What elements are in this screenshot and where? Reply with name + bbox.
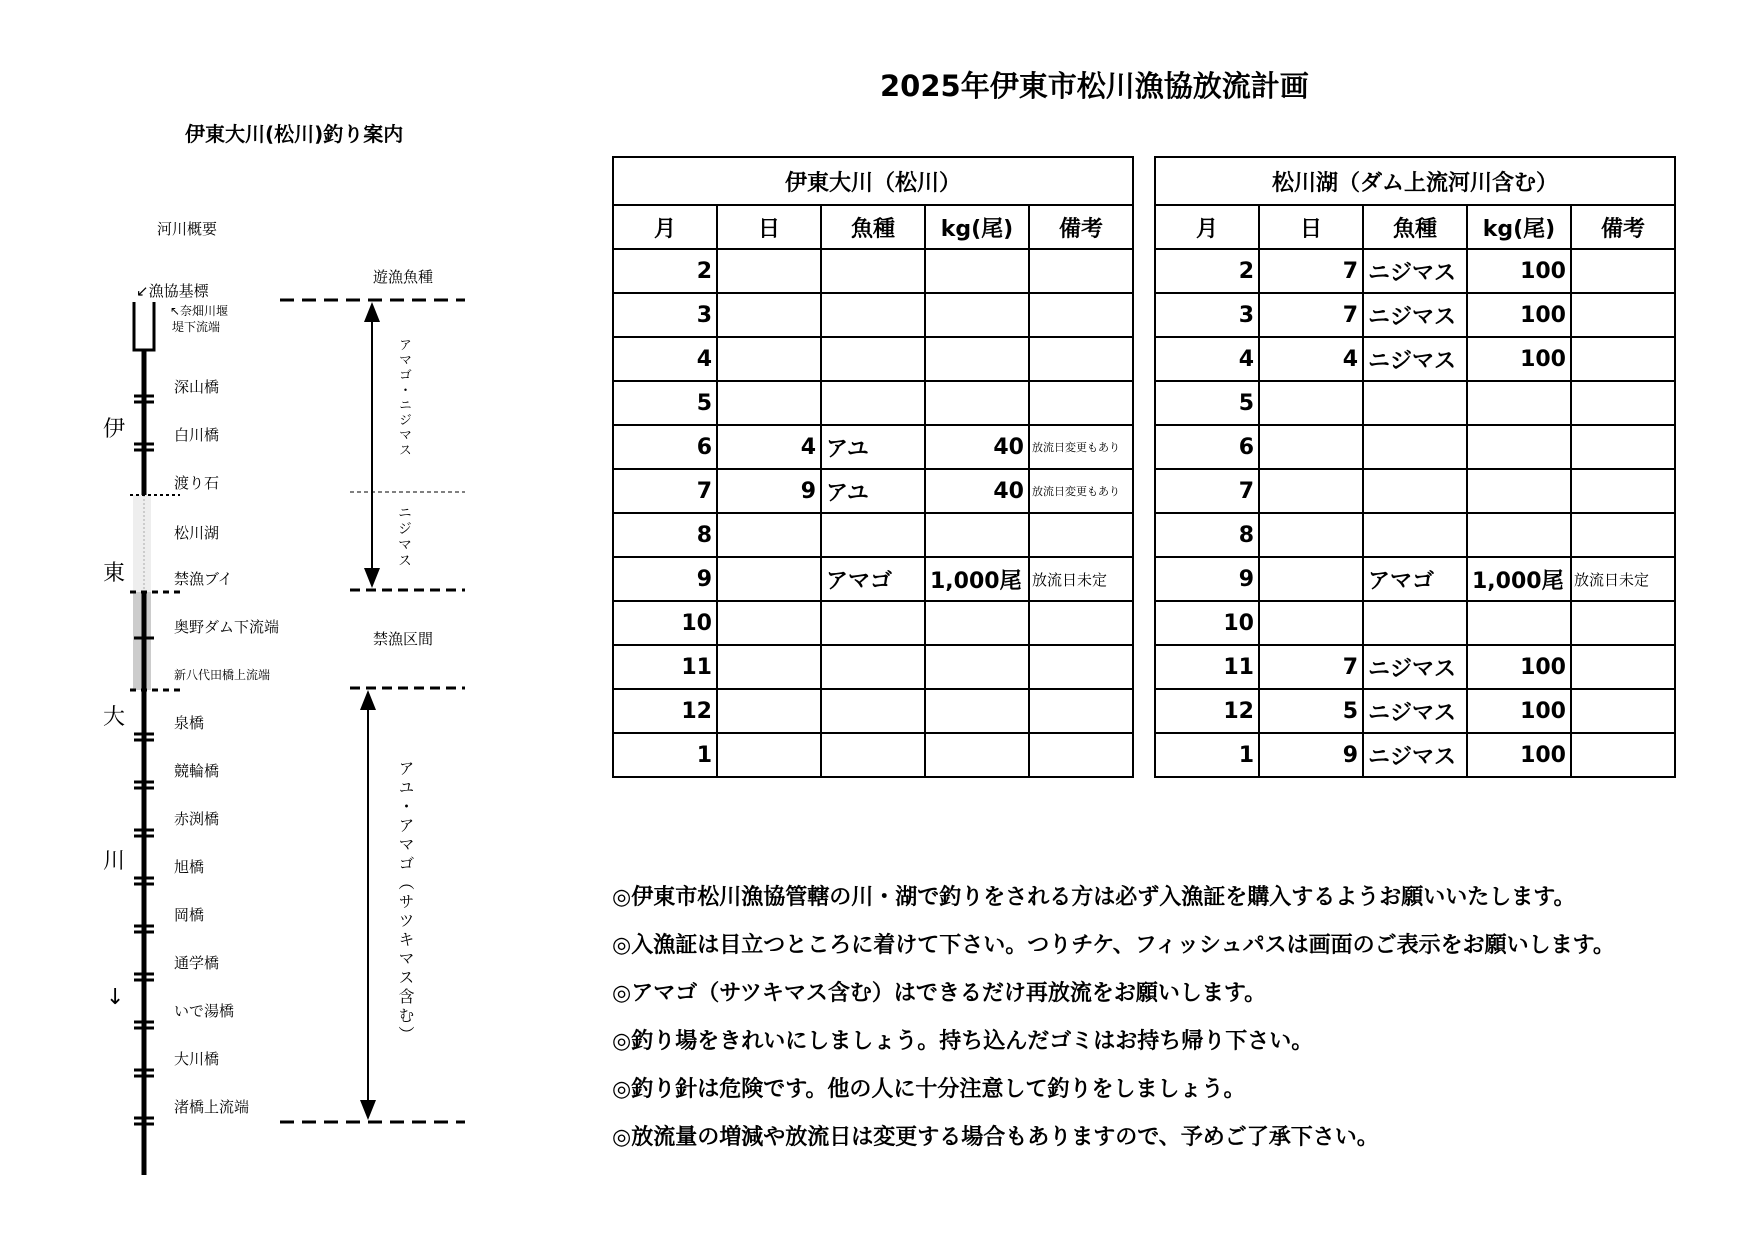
place-label: 赤渕橋 — [174, 810, 220, 828]
cell-amount: 40 — [925, 425, 1029, 469]
river-name-char-3: 大 — [103, 705, 126, 730]
cell-month: 10 — [613, 601, 717, 645]
upper-end-label-1: ↖奈畑川堰 — [170, 304, 229, 318]
cell-fish: アマゴ — [821, 557, 925, 601]
table-row — [1155, 293, 1675, 337]
table-row — [1155, 513, 1675, 557]
place-label: 白川橋 — [174, 426, 220, 444]
cell-month: 12 — [1155, 689, 1259, 733]
table-row — [613, 645, 1133, 689]
cell-note — [1571, 425, 1675, 469]
upper-end-label-2: 堤下流端 — [172, 320, 221, 334]
table-row — [1155, 249, 1675, 293]
cell-amount — [1467, 469, 1571, 513]
table-row — [1155, 689, 1675, 733]
cell-note — [1029, 249, 1133, 293]
cell-note — [1029, 601, 1133, 645]
notice-item: ◎釣り針は危険です。他の人に十分注意して釣りをしましょう。 — [612, 1077, 1246, 1102]
table-row — [1155, 425, 1675, 469]
place-label: 渚橋上流端 — [174, 1098, 250, 1116]
cell-day: 7 — [1259, 645, 1363, 689]
cell-amount: 100 — [1467, 689, 1571, 733]
notice-item: ◎伊東市松川漁協管轄の川・湖で釣りをされる方は必ず入漁証を購入するようお願いいたします。 — [612, 885, 1576, 910]
cell-day — [717, 513, 821, 557]
cell-day — [717, 689, 821, 733]
cell-fish — [1363, 469, 1467, 513]
cell-note: 放流日変更もあり — [1029, 469, 1133, 513]
col-header-note: 備考 — [1029, 205, 1133, 249]
cell-note — [1571, 337, 1675, 381]
zone-lower-label: アユ・アマゴ（サツキマス含む） — [396, 760, 415, 1045]
place-label: 禁漁ブイ — [174, 570, 233, 588]
table-row — [1155, 337, 1675, 381]
gyokyo-marker-label: ↙漁協基標 — [136, 282, 209, 300]
cell-month: 5 — [613, 381, 717, 425]
cell-fish: アユ — [821, 425, 925, 469]
place-label: 泉橋 — [174, 714, 205, 732]
cell-month: 9 — [613, 557, 717, 601]
schedule-table-river — [612, 156, 1134, 778]
cell-fish: ニジマス — [1363, 733, 1467, 777]
cell-fish — [821, 689, 925, 733]
cell-amount — [1467, 513, 1571, 557]
cell-month: 2 — [613, 249, 717, 293]
cell-day — [717, 733, 821, 777]
cell-fish: アマゴ — [1363, 557, 1467, 601]
river-name-char-4: 川 — [103, 849, 126, 874]
schedule-table-lake — [1154, 156, 1676, 778]
cell-day — [1259, 381, 1363, 425]
cell-amount: 100 — [1467, 337, 1571, 381]
cell-amount — [925, 513, 1029, 557]
cell-amount: 100 — [1467, 293, 1571, 337]
table-caption: 松川湖（ダム上流河川含む） — [1155, 157, 1675, 205]
table-row — [1155, 381, 1675, 425]
cell-month: 3 — [1155, 293, 1259, 337]
table-row — [613, 337, 1133, 381]
cell-note — [1571, 293, 1675, 337]
col-header-day: 日 — [1259, 205, 1363, 249]
cell-day — [1259, 601, 1363, 645]
cell-fish: ニジマス — [1363, 645, 1467, 689]
cell-note — [1029, 513, 1133, 557]
cell-month: 11 — [1155, 645, 1259, 689]
table-row — [613, 513, 1133, 557]
table-row — [1155, 469, 1675, 513]
table-row — [613, 425, 1133, 469]
table-row — [613, 557, 1133, 601]
cell-amount: 1,000尾 — [925, 557, 1029, 601]
river-name-char-1: 伊 — [103, 417, 126, 442]
cell-day — [717, 249, 821, 293]
cell-month: 7 — [1155, 469, 1259, 513]
cell-month: 6 — [1155, 425, 1259, 469]
table-row — [1155, 601, 1675, 645]
place-label: 旭橋 — [174, 858, 205, 876]
cell-day: 5 — [1259, 689, 1363, 733]
cell-month: 10 — [1155, 601, 1259, 645]
notice-item: ◎放流量の増減や放流日は変更する場合もありますので、予めご了承下さい。 — [612, 1125, 1379, 1150]
table-row — [1155, 557, 1675, 601]
cell-fish — [821, 293, 925, 337]
cell-note — [1029, 381, 1133, 425]
place-label: 通学橋 — [174, 954, 220, 972]
table-row — [613, 249, 1133, 293]
place-label: 岡橋 — [174, 906, 205, 924]
cell-day: 7 — [1259, 293, 1363, 337]
table-row — [1155, 733, 1675, 777]
notice-list — [612, 880, 1615, 1168]
weir-marker — [134, 302, 154, 350]
cell-amount — [925, 381, 1029, 425]
cell-day — [717, 293, 821, 337]
notice-item: ◎入漁証は目立つところに着けて下さい。つりチケ、フィッシュパスは画面のご表示をお願いします。 — [612, 933, 1615, 958]
cell-note: 放流日未定 — [1029, 557, 1133, 601]
cell-month: 3 — [613, 293, 717, 337]
table-row — [613, 381, 1133, 425]
table-row — [613, 689, 1133, 733]
place-label: 松川湖 — [174, 524, 220, 542]
cell-amount — [1467, 381, 1571, 425]
place-label: 渡り石 — [174, 474, 220, 492]
cell-note — [1571, 689, 1675, 733]
cell-note — [1029, 293, 1133, 337]
cell-fish — [821, 249, 925, 293]
cell-fish: ニジマス — [1363, 293, 1467, 337]
river-diagram — [100, 290, 480, 1180]
table-row — [1155, 645, 1675, 689]
cell-fish — [821, 733, 925, 777]
cell-day — [717, 381, 821, 425]
cell-day — [717, 337, 821, 381]
cell-month: 1 — [613, 733, 717, 777]
cell-month: 4 — [1155, 337, 1259, 381]
cell-note — [1571, 601, 1675, 645]
cell-note: 放流日未定 — [1571, 557, 1675, 601]
col-header-day: 日 — [717, 205, 821, 249]
cell-amount — [925, 601, 1029, 645]
cell-amount — [1467, 601, 1571, 645]
cell-amount: 100 — [1467, 645, 1571, 689]
place-label: 奥野ダム下流端 — [174, 618, 280, 636]
cell-month: 7 — [613, 469, 717, 513]
cell-amount: 40 — [925, 469, 1029, 513]
cell-day: 9 — [1259, 733, 1363, 777]
cell-day: 9 — [717, 469, 821, 513]
notice-item: ◎釣り場をきれいにしましょう。持ち込んだゴミはお持ち帰り下さい。 — [612, 1029, 1314, 1054]
table-row — [613, 469, 1133, 513]
cell-note: 放流日変更もあり — [1029, 425, 1133, 469]
zone-lake-label: ニジマス — [396, 505, 412, 569]
cell-day — [717, 557, 821, 601]
cell-fish — [821, 513, 925, 557]
cell-day: 7 — [1259, 249, 1363, 293]
cell-note — [1029, 733, 1133, 777]
place-label: 大川橋 — [174, 1050, 220, 1068]
cell-month: 8 — [1155, 513, 1259, 557]
cell-month: 2 — [1155, 249, 1259, 293]
cell-fish — [821, 381, 925, 425]
cell-amount — [925, 689, 1029, 733]
place-label: いで湯橋 — [174, 1002, 235, 1020]
cell-amount: 100 — [1467, 733, 1571, 777]
cell-note — [1571, 645, 1675, 689]
cell-month: 6 — [613, 425, 717, 469]
cell-fish — [1363, 513, 1467, 557]
table-row — [613, 601, 1133, 645]
cell-note — [1571, 513, 1675, 557]
overview-label: 河川概要 — [157, 220, 218, 238]
table-row — [613, 733, 1133, 777]
cell-month: 12 — [613, 689, 717, 733]
cell-month: 4 — [613, 337, 717, 381]
col-header-amount: kg(尾) — [1467, 205, 1571, 249]
cell-month: 8 — [613, 513, 717, 557]
cell-month: 1 — [1155, 733, 1259, 777]
cell-fish: ニジマス — [1363, 249, 1467, 293]
cell-month: 11 — [613, 645, 717, 689]
guide-title: 伊東大川(松川)釣り案内 — [185, 122, 404, 146]
cell-fish: ニジマス — [1363, 689, 1467, 733]
cell-fish — [1363, 381, 1467, 425]
cell-note — [1571, 249, 1675, 293]
col-header-month: 月 — [1155, 205, 1259, 249]
col-header-fish: 魚種 — [821, 205, 925, 249]
cell-fish — [821, 645, 925, 689]
cell-fish — [1363, 601, 1467, 645]
cell-day — [717, 601, 821, 645]
notice-item: ◎アマゴ（サツキマス含む）はできるだけ再放流をお願いします。 — [612, 981, 1267, 1006]
cell-fish: アユ — [821, 469, 925, 513]
cell-month: 9 — [1155, 557, 1259, 601]
river-name-char-2: 東 — [103, 561, 126, 586]
cell-amount — [925, 249, 1029, 293]
cell-fish: ニジマス — [1363, 337, 1467, 381]
cell-amount: 100 — [1467, 249, 1571, 293]
cell-fish — [821, 337, 925, 381]
downstream-arrow: ↓ — [106, 985, 125, 1010]
table-row — [613, 293, 1133, 337]
cell-day: 4 — [717, 425, 821, 469]
cell-day — [1259, 469, 1363, 513]
col-header-note: 備考 — [1571, 205, 1675, 249]
cell-amount — [925, 337, 1029, 381]
cell-note — [1571, 469, 1675, 513]
zone-closed-label: 禁漁区間 — [373, 630, 434, 648]
page-title: 2025年伊東市松川漁協放流計画 — [880, 69, 1309, 103]
cell-day — [717, 645, 821, 689]
cell-note — [1571, 733, 1675, 777]
cell-amount: 1,000尾 — [1467, 557, 1571, 601]
lake-section-shade — [133, 495, 151, 592]
cell-note — [1029, 337, 1133, 381]
place-label: 新八代田橋上流端 — [174, 668, 271, 682]
cell-month: 5 — [1155, 381, 1259, 425]
cell-amount — [925, 645, 1029, 689]
cell-note — [1029, 645, 1133, 689]
cell-note — [1571, 381, 1675, 425]
cell-amount — [925, 293, 1029, 337]
col-header-month: 月 — [613, 205, 717, 249]
cell-note — [1029, 689, 1133, 733]
place-label: 深山橋 — [174, 378, 220, 396]
place-label: 競輪橋 — [174, 762, 220, 780]
cell-amount — [925, 733, 1029, 777]
cell-day: 4 — [1259, 337, 1363, 381]
zone-header: 遊漁魚種 — [373, 268, 434, 286]
table-caption: 伊東大川（松川） — [613, 157, 1133, 205]
col-header-fish: 魚種 — [1363, 205, 1467, 249]
cell-day — [1259, 557, 1363, 601]
cell-day — [1259, 513, 1363, 557]
col-header-amount: kg(尾) — [925, 205, 1029, 249]
cell-fish — [1363, 425, 1467, 469]
cell-day — [1259, 425, 1363, 469]
cell-amount — [1467, 425, 1571, 469]
zone-upper-label: アマゴ・ニジマス — [396, 338, 411, 458]
cell-fish — [821, 601, 925, 645]
